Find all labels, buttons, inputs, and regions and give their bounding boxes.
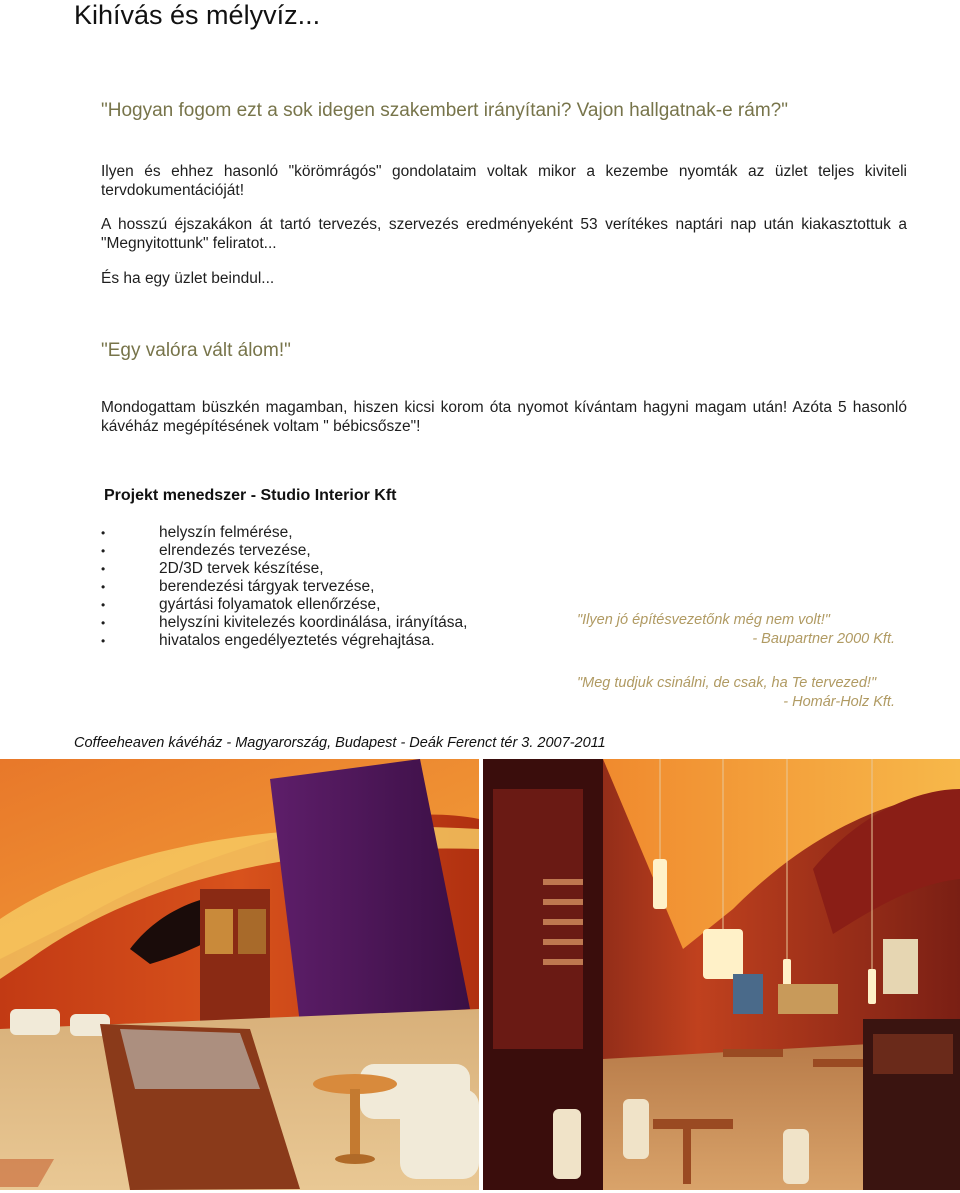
quote-heading-1: "Hogyan fogom ezt a sok idegen szakembert irányítani? Vajon hallgatnak-e rám?" bbox=[101, 100, 788, 121]
paragraph-4: Mondogattam büszkén magamban, hiszen kicsi korom óta nyomot kívántam hagyni magam után! Azóta 5 hasonló kávéház megépítésének voltam " bébicsősze"! bbox=[101, 399, 907, 435]
list-item bbox=[101, 596, 467, 614]
task-text: helyszín felmérése, bbox=[159, 524, 293, 541]
task-text: gyártási folyamatok ellenőrzése, bbox=[159, 596, 381, 613]
list-item bbox=[101, 614, 467, 632]
bullet-icon: • bbox=[101, 526, 106, 540]
paragraph-1: Ilyen és ehhez hasonló "körömrágós" gondolataim voltak mikor a kezembe nyomták az üzlet teljes kiviteli tervdokumentációját! bbox=[101, 163, 907, 199]
task-text: berendezési tárgyak tervezése, bbox=[159, 578, 375, 595]
cafe-interior-photo-right bbox=[483, 759, 960, 1190]
testimonial-quote: "Ilyen jó építésvezetőnk még nem volt!" bbox=[577, 612, 830, 628]
testimonial-quote: "Meg tudjuk csinálni, de csak, ha Te tervezed!" bbox=[577, 675, 877, 691]
bullet-icon: • bbox=[101, 634, 106, 648]
task-list bbox=[101, 524, 467, 650]
bullet-icon: • bbox=[101, 544, 106, 558]
bullet-icon: • bbox=[101, 580, 106, 594]
cafe-interior-photo-left bbox=[0, 759, 479, 1190]
task-text: 2D/3D tervek készítése, bbox=[159, 560, 324, 577]
bullet-icon: • bbox=[101, 562, 106, 576]
task-text: hivatalos engedélyeztetés végrehajtása. bbox=[159, 632, 435, 649]
bullet-icon: • bbox=[101, 598, 106, 612]
section-title: Projekt menedszer - Studio Interior Kft bbox=[104, 487, 397, 504]
photo-caption: Coffeeheaven kávéház - Magyarország, Budapest - Deák Ferenct tér 3. 2007-2011 bbox=[74, 735, 606, 751]
testimonial-2 bbox=[577, 674, 895, 712]
list-item bbox=[101, 542, 467, 560]
bullet-icon: • bbox=[101, 616, 106, 630]
list-item bbox=[101, 524, 467, 542]
testimonial-author: - Homár-Holz Kft. bbox=[783, 694, 895, 710]
task-text: elrendezés tervezése, bbox=[159, 542, 311, 559]
task-text: helyszíni kivitelezés koordinálása, irányítása, bbox=[159, 614, 468, 631]
page-title: Kihívás és mélyvíz... bbox=[74, 0, 321, 30]
quote-heading-2: "Egy valóra vált álom!" bbox=[101, 340, 291, 361]
list-item bbox=[101, 632, 467, 650]
list-item bbox=[101, 578, 467, 596]
paragraph-3: És ha egy üzlet beindul... bbox=[101, 270, 275, 287]
testimonial-author: - Baupartner 2000 Kft. bbox=[752, 631, 895, 647]
list-item bbox=[101, 560, 467, 578]
testimonial-1 bbox=[577, 611, 895, 649]
paragraph-2: A hosszú éjszakákon át tartó tervezés, szervezés eredményeként 53 verítékes naptári nap után kiakasztottuk a "Megnyitottunk" feliratot... bbox=[101, 216, 907, 252]
